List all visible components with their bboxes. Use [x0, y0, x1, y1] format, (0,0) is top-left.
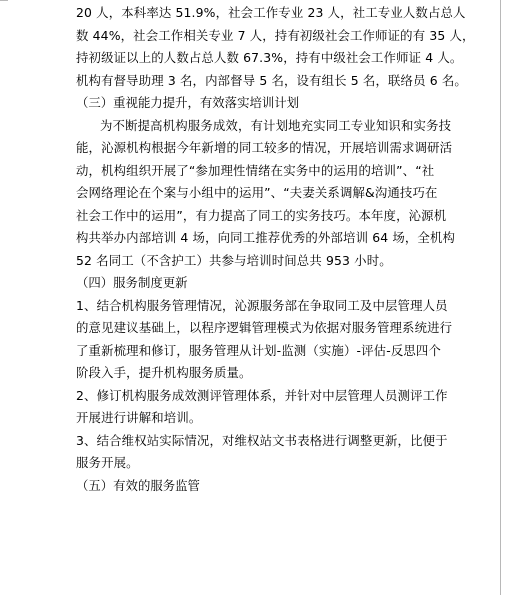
- paragraph-line: 20 人，本科率达 51.9%，社会工作专业 23 人，社工专业人数占总人: [76, 5, 466, 20]
- paragraph-line: 会网络理论在个案与小组中的运用”、“夫妻关系调解&沟通技巧在: [76, 185, 438, 200]
- list-item-line: 3、结合维权站实际情况，对维权站文书表格进行调整更新，比便于: [76, 432, 448, 448]
- list-item-line: 了重新梳理和修订，服务管理从计划-监测（实施）-评估-反思四个: [76, 342, 441, 358]
- paragraph-line: 机构有督导助理 3 名，内部督导 5 名，设有组长 5 名，联络员 6 名。: [76, 72, 467, 88]
- paragraph-line: 52 名同工（不含护工）共参与培训时间总共 953 小时。: [76, 252, 392, 268]
- paragraph-line: 为不断提高机构服务成效，有计划地充实同工专业知识和实务技: [100, 117, 452, 133]
- list-item-line: 服务开展。: [76, 455, 139, 470]
- paragraph-line: 持初级证以上的人数占总人数 67.3%，持有中级社会工作师证 4 人。: [76, 50, 463, 65]
- page-frame-corner: [0, 0, 8, 1]
- paragraph-line: 数 44%，社会工作相关专业 7 人，持有初级社会工作师证的有 35 人，: [76, 27, 475, 43]
- list-item-line: 1、结合机构服务管理情况，沁源服务部在争取同工及中层管理人员: [76, 297, 448, 313]
- list-item-line: 开展进行讲解和培训。: [76, 410, 202, 425]
- document-body: [76, 2, 475, 497]
- paragraph-line: 构共举办内部培训 4 场，向同工推荐优秀的外部培训 64 场，全机构: [76, 230, 456, 245]
- page-right-border: [500, 0, 501, 595]
- section-heading-3: （三）重视能力提升，有效落实培训计划: [76, 95, 300, 110]
- list-item-line: 的意见建议基础上，以程序逻辑管理模式为依据对服务管理系统进行: [76, 320, 453, 335]
- paragraph-line: 动，机构组织开展了“参加理性情绪在实务中的运用的培训”、“社: [76, 162, 435, 178]
- list-item-line: 阶段入手，提升机构服务质量。: [76, 365, 252, 380]
- list-item-line: 2、修订机构服务成效测评管理体系，并针对中层管理人员测评工作: [76, 387, 448, 403]
- paragraph-line: 能，沁源机构根据今年新增的同工较多的情况，开展培训需求调研活: [76, 140, 453, 155]
- section-heading-4: （四）服务制度更新: [76, 275, 188, 290]
- section-heading-5: （五）有效的服务监管: [76, 477, 200, 493]
- paragraph-line: 社会工作中的运用”，有力提高了同工的实务技巧。本年度，沁源机: [76, 207, 447, 223]
